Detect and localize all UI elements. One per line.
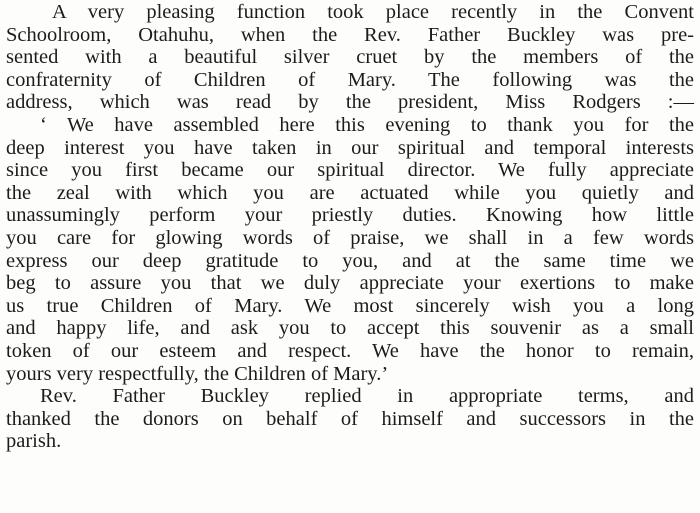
text-line: address, which was read by the president, Miss Rodgers :— <box>6 91 694 114</box>
text-line: yours very respectfully, the Children of Mary.’ <box>6 362 389 385</box>
text-line: unassumingly perform your priestly duties. Knowing how little <box>6 204 694 227</box>
paragraph-reply <box>6 385 694 453</box>
text-line: parish. <box>6 430 62 453</box>
text-line: ‘ We have assembled here this evening to thank you for the <box>40 113 694 136</box>
paragraph-address <box>6 114 694 385</box>
text-line: Rev. Father Buckley replied in appropriate terms, and <box>40 385 694 408</box>
text-line: the zeal with which you are actuated while you quietly and <box>6 181 694 204</box>
text-line: confraternity of Children of Mary. The following was the <box>6 68 694 91</box>
text-line: token of our esteem and respect. We have the honor to remain, <box>6 339 694 362</box>
text-line: sented with a beautiful silver cruet by the members of the <box>6 46 694 69</box>
text-line: you care for glowing words of praise, we shall in a few words <box>6 226 694 249</box>
text-line: A very pleasing function took place recently in the Convent <box>52 1 694 23</box>
text-line: us true Children of Mary. We most sincerely wish you a long <box>6 294 694 317</box>
text-line: deep interest you have taken in our spiritual and temporal interests <box>6 136 694 159</box>
paragraph-presentation <box>6 1 694 114</box>
text-line: express our deep gratitude to you, and at the same time we <box>6 249 694 272</box>
text-line: and happy life, and ask you to accept this souvenir as a small <box>6 317 694 340</box>
text-line: since you first became our spiritual director. We fully appreciate <box>6 159 694 182</box>
article-body <box>6 1 694 453</box>
text-line: Schoolroom, Otahuhu, when the Rev. Father Buckley was pre- <box>6 23 694 46</box>
text-line: thanked the donors on behalf of himself and successors in the <box>6 407 694 430</box>
text-line: beg to assure you that we duly appreciate your exertions to make <box>6 272 694 295</box>
